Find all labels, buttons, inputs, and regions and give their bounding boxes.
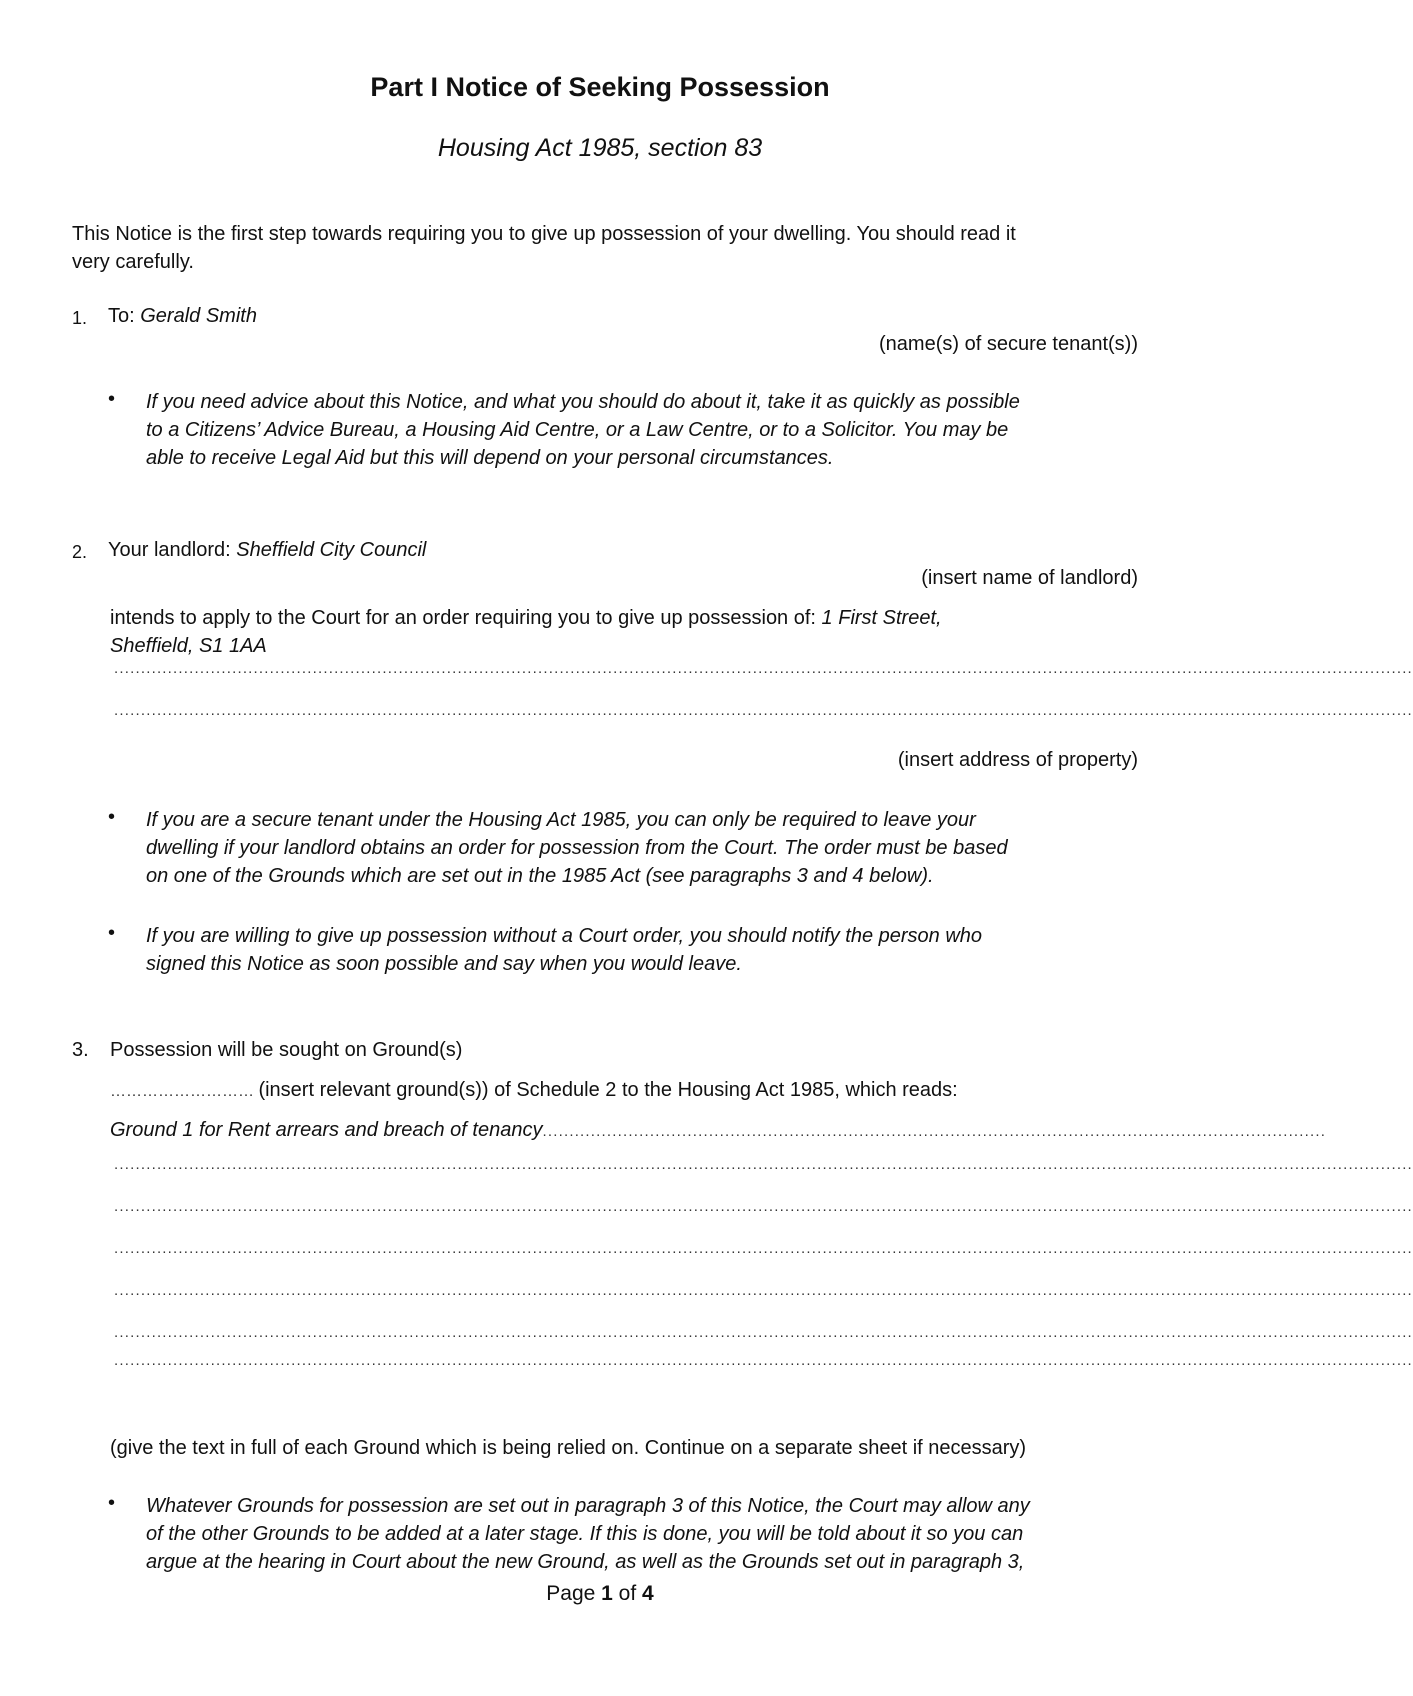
dotted-fill-line: .................................................................................................................................................................................................................................................. [114, 660, 1413, 677]
address-line-1: 1 First Street, [821, 607, 942, 629]
page-total: 4 [642, 1582, 654, 1605]
page-of-word: of [612, 1582, 643, 1605]
section-2-bullet-1-line-1: If you are a secure tenant under the Housing Act 1985, you can only be required to leave your [146, 809, 976, 831]
section-2-landlord [108, 536, 426, 564]
section-3-heading: Possession will be sought on Ground(s) [110, 1039, 463, 1061]
section-1-label: To: [108, 305, 141, 327]
ground-instruction: (give the text in full of each Ground which is being relied on. Continue on a separate sheet if necessary) [110, 1437, 1027, 1459]
document-subtitle: Housing Act 1985, section 83 [437, 134, 763, 162]
dotted-fill-line: .................................................................................................................................................................................................................................................. [114, 1240, 1413, 1257]
page-number [0, 1582, 1200, 1606]
page-word: Page [546, 1582, 602, 1605]
section-3-bullet-line-3: argue at the hearing in Court about the new Ground, as well as the Grounds set out in paragraph 3, [146, 1551, 1025, 1573]
landlord-name-hint: (insert name of landlord) [921, 567, 1138, 589]
bullet-dot: • [108, 806, 116, 828]
tenant-name-hint: (name(s) of secure tenant(s)) [879, 333, 1138, 355]
address-line-2: Sheffield, S1 1AA [110, 635, 267, 657]
section-1-recipient [108, 302, 257, 330]
section-3-bullet-line-1: Whatever Grounds for possession are set out in paragraph 3 of this Notice, the Court may allow any [146, 1495, 1030, 1517]
dotted-fill-line: .................................................................................................................................................................................................................................................. [114, 1352, 1413, 1369]
section-3-bullet-line-2: of the other Grounds to be added at a later stage. If this is done, you will be told about it so you can [146, 1523, 1024, 1545]
dotted-fill-line: .................................................................................................................................................................................................................................................. [114, 1282, 1413, 1299]
section-3-number: 3. [72, 1039, 89, 1061]
section-1-advice-line-3: able to receive Legal Aid but this will depend on your personal circumstances. [146, 447, 834, 469]
landlord-name: Sheffield City Council [236, 539, 427, 561]
section-2-bullet-2-line-1: If you are willing to give up possession without a Court order, you should notify the person who [146, 925, 983, 947]
ground-selection-line [110, 1076, 958, 1106]
ground-text: Ground 1 for Rent arrears and breach of tenancy [110, 1119, 543, 1141]
intends-text: intends to apply to the Court for an order requiring you to give up possession of: [110, 607, 822, 629]
section-2-bullet-2-line-2: signed this Notice as soon possible and say when you would leave. [146, 953, 742, 975]
section-2-bullet-1-line-3: on one of the Grounds which are set out in the 1985 Act (see paragraphs 3 and 4 below). [146, 865, 934, 887]
bullet-dot: • [108, 388, 116, 410]
bullet-dot: • [108, 1492, 116, 1514]
ground-hint: (insert relevant ground(s)) of Schedule 2 to the Housing Act 1985, which reads: [258, 1079, 958, 1101]
tenant-name: Gerald Smith [140, 305, 257, 327]
bullet-dot: • [108, 922, 116, 944]
document-title: Part I Notice of Seeking Possession [370, 72, 830, 102]
section-1-advice-line-1: If you need advice about this Notice, and what you should do about it, take it as quickly as possible [146, 391, 1020, 413]
ground-dots: ……………………… [110, 1083, 259, 1100]
page-current: 1 [601, 1582, 613, 1605]
section-2-intends [110, 604, 942, 632]
dotted-fill-line: .................................................................................................................................................................................................................................................. [114, 1324, 1413, 1341]
section-2-bullet-1-line-2: dwelling if your landlord obtains an order for possession from the Court. The order must be based [146, 837, 1008, 859]
ground-text-line [110, 1116, 1327, 1146]
intro-line-2: very carefully. [72, 251, 194, 273]
dotted-fill-line: .................................................................................................................................................................................................................................................. [114, 1156, 1413, 1173]
section-2-number: 2. [72, 542, 88, 562]
dotted-fill: .................................................................................................................................................. [542, 1123, 1327, 1140]
section-1-advice-line-2: to a Citizens’ Advice Bureau, a Housing Aid Centre, or a Law Centre, or to a Solicitor. You may be [146, 419, 1009, 441]
intro-line-1: This Notice is the first step towards requiring you to give up possession of your dwelling. You should read it [72, 223, 1016, 245]
dotted-fill-line: .................................................................................................................................................................................................................................................. [114, 702, 1413, 719]
address-hint: (insert address of property) [897, 749, 1138, 771]
dotted-fill-line: .................................................................................................................................................................................................................................................. [114, 1198, 1413, 1215]
section-2-label: Your landlord: [108, 539, 237, 561]
section-1-number: 1. [72, 308, 88, 328]
